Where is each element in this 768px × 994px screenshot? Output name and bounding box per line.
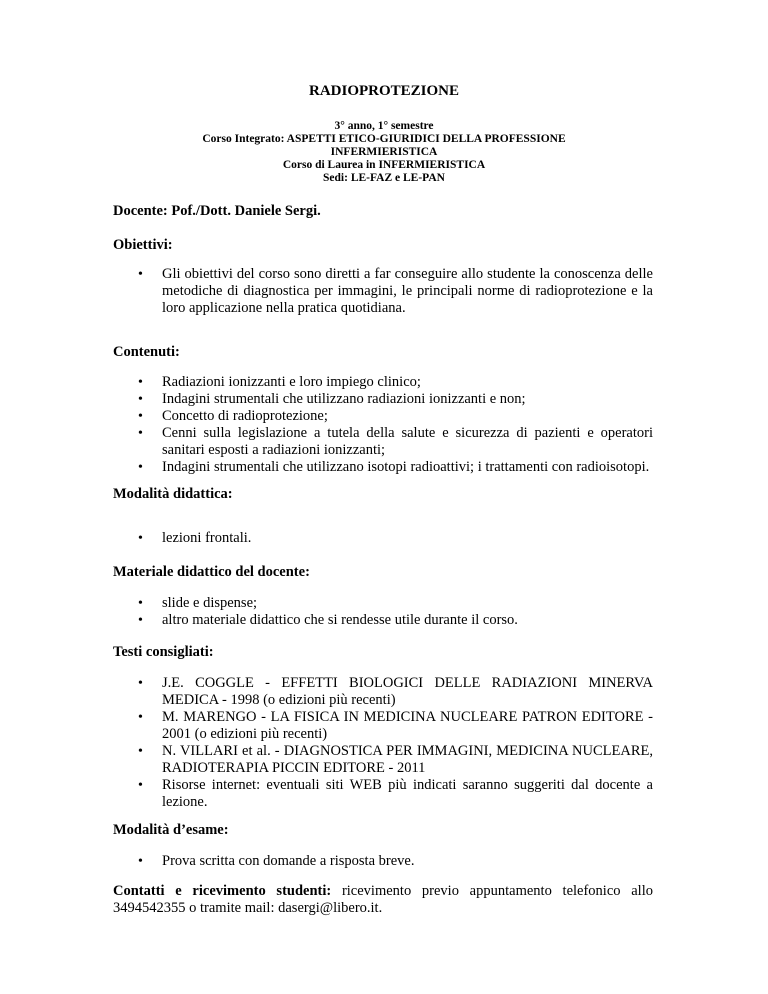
list-item: • Radiazioni ionizzanti e loro impiego clinico;	[138, 374, 421, 390]
bullet-icon: •	[138, 613, 143, 628]
list-item: • Prova scritta con domande a risposta breve.	[138, 853, 415, 869]
list-item: • slide e dispense;	[138, 595, 258, 611]
esame-list	[113, 853, 653, 870]
course-info-line: Corso di Laurea in INFERMIERISTICA	[282, 159, 486, 171]
list-item: • Indagini strumentali che utilizzano isotopi radioattivi; i trattamenti con radioisotopi.	[138, 459, 650, 475]
course-info-line: Corso Integrato: ASPETTI ETICO-GIURIDICI DELLA PROFESSIONE	[202, 133, 566, 145]
document-title: RADIOPROTEZIONE	[308, 83, 460, 99]
list-item: • Indagini strumentali che utilizzano radiazioni ionizzanti e non;	[138, 391, 526, 407]
bullet-icon: •	[138, 267, 143, 282]
bullet-icon: •	[138, 375, 143, 390]
list-item: • Risorse internet: eventuali siti WEB più indicati saranno suggeriti dal docente a lezione.	[138, 777, 653, 810]
modalita-didattica-list	[113, 530, 653, 547]
list-item: • lezioni frontali.	[138, 530, 252, 546]
contatti-text: ricevimento previo appuntamento telefonico allo 3494542355 o tramite mail: dasergi@libero.it.	[113, 883, 653, 916]
materiale-list	[113, 595, 653, 629]
bullet-icon: •	[138, 392, 143, 407]
bullet-icon: •	[138, 409, 143, 424]
contatti-paragraph	[113, 883, 653, 917]
course-info-line: 3° anno, 1° semestre	[334, 120, 434, 132]
bullet-icon: •	[138, 460, 143, 475]
obiettivi-list	[113, 266, 653, 317]
contenuti-list	[113, 374, 653, 476]
section-heading-materiale: Materiale didattico del docente:	[113, 564, 310, 580]
course-info-line: Sedi: LE-FAZ e LE-PAN	[323, 172, 445, 184]
course-info	[0, 120, 768, 185]
list-item: • Gli obiettivi del corso sono diretti a far conseguire allo studente la conoscenza delle metodiche di diagnostica per immagini, le principali norme di radioprotezione e la loro applicazione nella pratica quotidiana.	[138, 266, 653, 316]
list-item: • N. VILLARI et al. - DIAGNOSTICA PER IMMAGINI, MEDICINA NUCLEARE, RADIOTERAPIA PICCIN EDITORE - 2011	[138, 743, 653, 776]
bullet-icon: •	[138, 778, 143, 793]
list-item: • Cenni sulla legislazione a tutela della salute e sicurezza di pazienti e operatori sanitari esposti a radiazioni ionizzanti;	[138, 425, 653, 458]
section-heading-obiettivi: Obiettivi:	[113, 237, 173, 253]
bullet-icon: •	[138, 676, 143, 691]
bullet-icon: •	[138, 854, 143, 869]
section-heading-contenuti: Contenuti:	[113, 344, 180, 360]
course-info-line: INFERMIERISTICA	[330, 146, 438, 158]
section-heading-modalita-didattica: Modalità didattica:	[113, 486, 233, 502]
docente-line: Docente: Pof./Dott. Daniele Sergi.	[113, 203, 321, 219]
bullet-icon: •	[138, 744, 143, 759]
bullet-icon: •	[138, 426, 143, 441]
bullet-icon: •	[138, 596, 143, 611]
list-item: • altro materiale didattico che si rendesse utile durante il corso.	[138, 612, 518, 628]
list-item: • M. MARENGO - LA FISICA IN MEDICINA NUCLEARE PATRON EDITORE - 2001 (o edizioni più recenti)	[138, 709, 653, 742]
list-item: • Concetto di radioprotezione;	[138, 408, 328, 424]
section-heading-testi: Testi consigliati:	[113, 644, 214, 660]
bullet-icon: •	[138, 710, 143, 725]
contatti-label: Contatti e ricevimento studenti:	[113, 883, 332, 899]
list-item: • J.E. COGGLE - EFFETTI BIOLOGICI DELLE RADIAZIONI MINERVA MEDICA - 1998 (o edizioni più recenti)	[138, 675, 653, 708]
bullet-icon: •	[138, 531, 143, 546]
section-heading-esame: Modalità d’esame:	[113, 822, 229, 838]
testi-list	[113, 675, 653, 811]
